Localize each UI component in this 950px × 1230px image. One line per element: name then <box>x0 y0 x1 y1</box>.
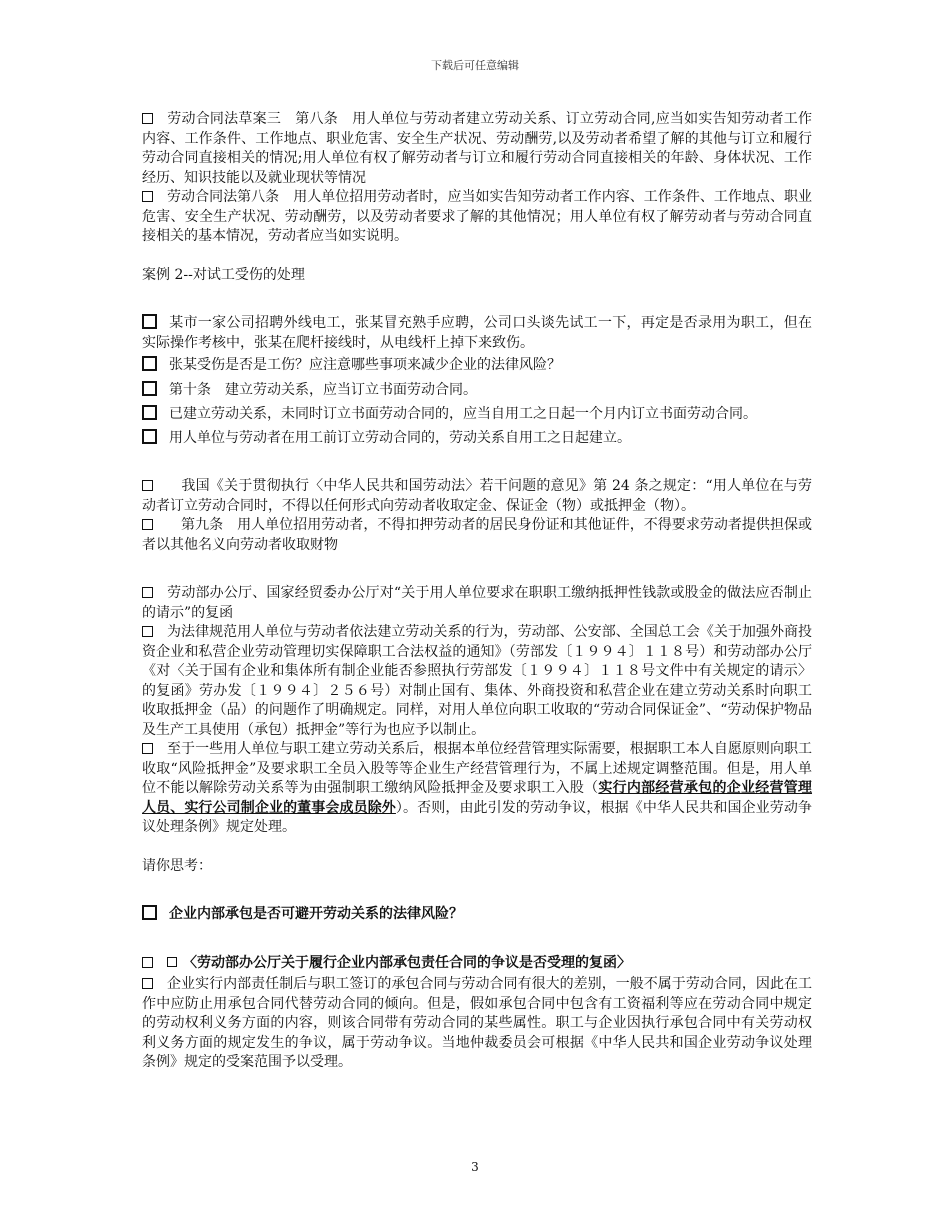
paragraph: 我国《关于贯彻执行〈中华人民共和国劳动法〉若干问题的意见》第 24 条之规定：“用人单位在与劳动者订立劳动合同时，不得以任何形式向劳动者收取定金、保证金（物）或抵押金（物）。 <box>142 478 812 514</box>
case-title: 案例 2--对试工受伤的处理 <box>142 266 305 283</box>
checkbox-bullet-icon <box>142 587 153 598</box>
prompt-heading: 请你思考： <box>142 857 212 874</box>
paragraph: 企业实行内部责任制后与职工签订的承包合同与劳动合同有很大的差别，一般不属于劳动合同，因此在工作中应防止用承包合同代替劳动合同的倾向。但是，假如承包合同中包含有工资福利等应在劳动合同中规定的劳动权利义务方面的内容，则该合同带有劳动合同的某些属性。职工与企业因执行承包合同中有关劳动权利义务方面的规定发生的争议，属于劳动争议。当地仲裁委员会可根据《中华人民共和国企业劳动争议处理条例》规定的受案范围予以受理。 <box>142 976 812 1070</box>
paragraph: 张某受伤是否是工伤？应注意哪些事项来减少企业的法律风险？ <box>142 356 812 376</box>
checkbox-bullet-icon <box>142 356 157 371</box>
paragraph: 劳动部办公厅、国家经贸委办公厅对“关于用人单位要求在职职工缴纳抵押性钱款或股金的做法应否制止的请示”的复函 <box>142 585 812 621</box>
paragraph: 第十条 建立劳动关系，应当订立书面劳动合同。 <box>142 381 812 401</box>
paragraph: 第九条 用人单位招用劳动者，不得扣押劳动者的居民身份证和其他证件，不得要求劳动者提供担保或者以其他名义向劳动者收取财物 <box>142 517 812 553</box>
page-header: 下载后可任意编辑 <box>431 59 519 72</box>
checkbox-bullet-icon <box>142 381 157 396</box>
paragraph: 已建立劳动关系，未同时订立书面劳动合同的，应当自用工之日起一个月内订立书面劳动合同。 <box>142 405 812 425</box>
checkbox-bullet-icon <box>142 480 153 491</box>
checkbox-bullet-icon <box>142 626 153 637</box>
paragraph: 至于一些用人单位与职工建立劳动关系后，根据本单位经营管理实际需要，根据职工本人自愿原则向职工收取“风险抵押金”及要求职工全员入股等等企业生产经营管理行为，不属上述规定调整范围。但是，用人单位不能以解除劳动关系等为由强制职工缴纳风险抵押金及要求职工入股（实行内部经营承包的企业经营管理人员、实行公司制企业的董事会成员除外）。否则，由此引发的劳动争议，根据《中华人民共和国企业劳动争议处理条例》规定处理。 <box>142 741 813 835</box>
checkbox-bullet-icon <box>142 905 157 920</box>
paragraph: 某市一家公司招聘外线电工，张某冒充熟手应聘，公司口头谈先试工一下，再定是否录用为职工，但在实际操作考核中，张某在爬杆接线时，从电线杆上掉下来致伤。 <box>142 315 812 351</box>
checkbox-bullet-icon <box>167 957 177 967</box>
question: 企业内部承包是否可避开劳动关系的法律风险？ <box>142 905 812 925</box>
paragraph: 为法律规范用人单位与劳动者依法建立劳动关系的行为，劳动部、公安部、全国总工会《关于加强外商投资企业和私营企业劳动管理切实保障职工合法权益的通知》（劳部发〔１９９４〕１１８号）和劳动部办公厅《对〈关于国有企业和集体所有制企业能否参照执行劳部发〔１９９４〕１１８号文件中有关规定的请示〉的复函》劳办发〔１９９４〕２５６号）对制止国有、集体、外商投资和私营企业在建立劳动关系时向职工收取抵押金（品）的问题作了明确规定。同样，对用人单位向职工收取的“劳动合同保证金”、“劳动保护物品及生产工具使用（承包）抵押金”等行为也应予以制止。 <box>142 624 812 738</box>
checkbox-bullet-icon <box>142 957 153 968</box>
question: 〈劳动部办公厅关于履行企业内部承包责任合同的争议是否受理的复函〉 <box>142 954 812 974</box>
paragraph: 劳动合同法第八条 用人单位招用劳动者时，应当如实告知劳动者工作内容、工作条件、工作地点、职业危害、安全生产状况、劳动酬劳，以及劳动者要求了解的其他情况；用人单位有权了解劳动者与劳动合同直接相关的基本情况，劳动者应当如实说明。 <box>142 189 812 244</box>
checkbox-bullet-icon <box>142 314 157 329</box>
paragraph: 用人单位与劳动者在用工前订立劳动合同的，劳动关系自用工之日起建立。 <box>142 429 812 449</box>
checkbox-bullet-icon <box>142 405 157 420</box>
checkbox-bullet-icon <box>142 978 153 989</box>
document-body <box>142 110 812 1073</box>
checkbox-bullet-icon <box>142 191 153 202</box>
paragraph: 劳动合同法草案三 第八条 用人单位与劳动者建立劳动关系、订立劳动合同,应当如实告知劳动者工作内容、工作条件、工作地点、职业危害、安全生产状况、劳动酬劳,以及劳动者希望了解的其他与订立和履行劳动合同直接相关的情况;用人单位有权了解劳动者与订立和履行劳动合同直接相关的年龄、身体状况、工作经历、知识技能以及就业现状等情况 <box>142 111 812 186</box>
checkbox-bullet-icon <box>142 743 153 754</box>
checkbox-bullet-icon <box>142 113 153 124</box>
checkbox-bullet-icon <box>142 519 153 530</box>
checkbox-bullet-icon <box>142 429 157 444</box>
emphasis-text: 实行内部经营承包的企业经营管理人员、实行公司制企业的董事会成员除外 <box>142 780 813 816</box>
page-number: 3 <box>471 1160 479 1174</box>
